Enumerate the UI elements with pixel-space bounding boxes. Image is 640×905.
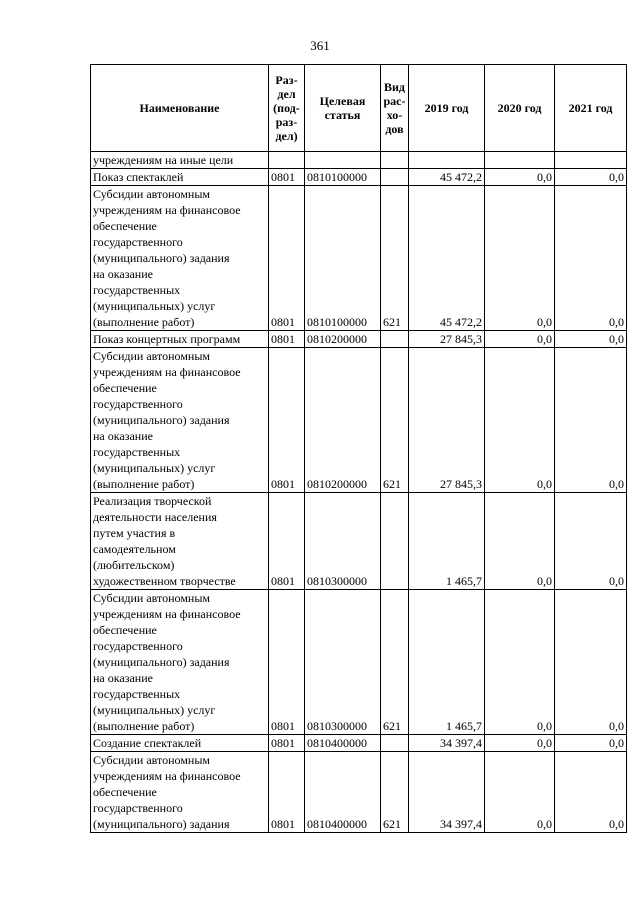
- cell-name: Субсидии автономным учреждениям на финансовое обеспечение государственного (муниципального) задания на оказание государственных (муниципальных) услуг (выполнение работ): [91, 348, 269, 493]
- cell-name: Показ концертных программ: [91, 331, 269, 348]
- cell-target-article: 0810400000: [305, 752, 381, 833]
- cell-2019: [409, 152, 485, 169]
- cell-expense-type: [381, 152, 409, 169]
- cell-target-article: 0810400000: [305, 735, 381, 752]
- cell-target-article: 0810200000: [305, 331, 381, 348]
- cell-target-article: 0810300000: [305, 493, 381, 590]
- table-body: [91, 152, 627, 833]
- cell-2021: 0,0: [555, 348, 627, 493]
- cell-name: Субсидии автономным учреждениям на финансовое обеспечение государственного (муниципального) задания на оказание государственных (муниципальных) услуг (выполнение работ): [91, 186, 269, 331]
- header-target: Целевая статья: [305, 65, 381, 152]
- cell-2021: 0,0: [555, 169, 627, 186]
- cell-2021: 0,0: [555, 331, 627, 348]
- table-row: [91, 169, 627, 186]
- table-row: [91, 186, 627, 331]
- cell-2020: 0,0: [485, 169, 555, 186]
- cell-2019: 1 465,7: [409, 590, 485, 735]
- cell-expense-type: [381, 735, 409, 752]
- table-row: [91, 493, 627, 590]
- cell-2019: 34 397,4: [409, 735, 485, 752]
- cell-target-article: [305, 152, 381, 169]
- cell-2019: 45 472,2: [409, 169, 485, 186]
- table-header-row: [91, 65, 627, 152]
- cell-name: Субсидии автономным учреждениям на финансовое обеспечение государственного (муниципального) задания на оказание государственных (муниципальных) услуг (выполнение работ): [91, 590, 269, 735]
- cell-2021: 0,0: [555, 493, 627, 590]
- cell-2021: [555, 152, 627, 169]
- cell-section: 0801: [269, 186, 305, 331]
- page-number: 361: [310, 38, 330, 53]
- cell-expense-type: [381, 493, 409, 590]
- cell-2019: 1 465,7: [409, 493, 485, 590]
- table-row: [91, 348, 627, 493]
- header-2021: 2021 год: [555, 65, 627, 152]
- cell-target-article: 0810100000: [305, 186, 381, 331]
- table-row: [91, 735, 627, 752]
- cell-2020: 0,0: [485, 735, 555, 752]
- cell-name: Показ спектаклей: [91, 169, 269, 186]
- cell-2021: 0,0: [555, 752, 627, 833]
- cell-target-article: 0810200000: [305, 348, 381, 493]
- header-section: Раз- дел (под- раз- дел): [269, 65, 305, 152]
- cell-name: учреждениям на иные цели: [91, 152, 269, 169]
- table-row: [91, 752, 627, 833]
- cell-section: 0801: [269, 169, 305, 186]
- cell-2019: 27 845,3: [409, 331, 485, 348]
- cell-2020: 0,0: [485, 493, 555, 590]
- cell-2020: 0,0: [485, 331, 555, 348]
- cell-section: 0801: [269, 348, 305, 493]
- cell-2021: 0,0: [555, 590, 627, 735]
- cell-section: 0801: [269, 735, 305, 752]
- table-row: [91, 590, 627, 735]
- cell-2020: 0,0: [485, 752, 555, 833]
- cell-target-article: 0810100000: [305, 169, 381, 186]
- cell-name: Субсидии автономным учреждениям на финансовое обеспечение государственного (муниципального) задания: [91, 752, 269, 833]
- table-row: [91, 331, 627, 348]
- cell-2020: 0,0: [485, 186, 555, 331]
- cell-2019: 45 472,2: [409, 186, 485, 331]
- header-2020: 2020 год: [485, 65, 555, 152]
- cell-expense-type: 621: [381, 590, 409, 735]
- cell-section: [269, 152, 305, 169]
- cell-2019: 34 397,4: [409, 752, 485, 833]
- cell-section: 0801: [269, 752, 305, 833]
- table-row: [91, 152, 627, 169]
- cell-2020: [485, 152, 555, 169]
- cell-expense-type: [381, 169, 409, 186]
- cell-name: Создание спектаклей: [91, 735, 269, 752]
- cell-section: 0801: [269, 590, 305, 735]
- cell-expense-type: 621: [381, 348, 409, 493]
- cell-name: Реализация творческой деятельности населения путем участия в самодеятельном (любительском) художественном творчестве: [91, 493, 269, 590]
- cell-2020: 0,0: [485, 348, 555, 493]
- cell-expense-type: [381, 331, 409, 348]
- cell-section: 0801: [269, 331, 305, 348]
- cell-2021: 0,0: [555, 186, 627, 331]
- header-name: Наименование: [91, 65, 269, 152]
- cell-2020: 0,0: [485, 590, 555, 735]
- cell-expense-type: 621: [381, 186, 409, 331]
- budget-table: [90, 64, 627, 833]
- cell-2019: 27 845,3: [409, 348, 485, 493]
- cell-expense-type: 621: [381, 752, 409, 833]
- header-2019: 2019 год: [409, 65, 485, 152]
- cell-section: 0801: [269, 493, 305, 590]
- header-expense-type: Вид рас- хо- дов: [381, 65, 409, 152]
- cell-2021: 0,0: [555, 735, 627, 752]
- cell-target-article: 0810300000: [305, 590, 381, 735]
